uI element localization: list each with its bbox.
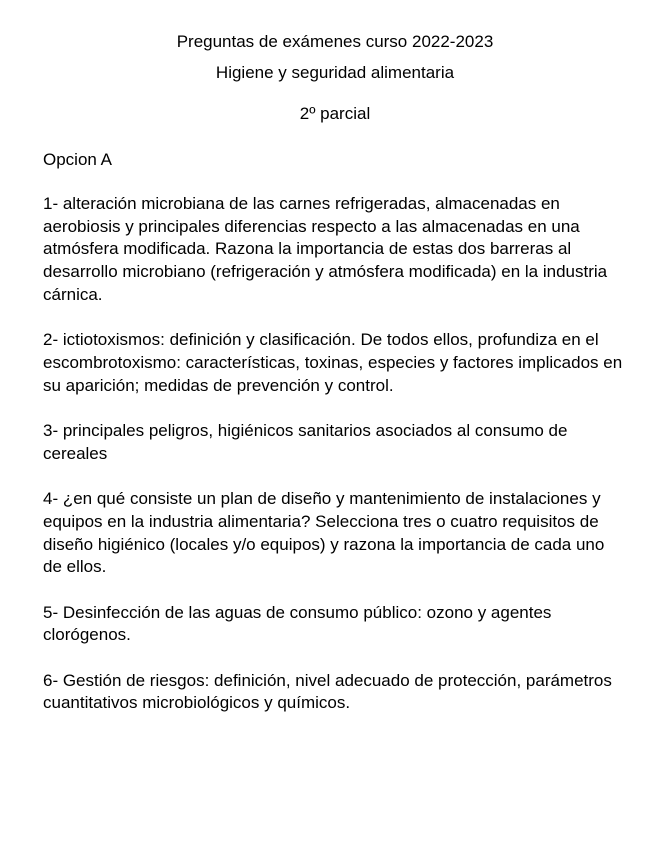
question-item-1: 1- alteración microbiana de las carnes refrigeradas, almacenadas en aerobiosis y principales diferencias respecto a las almacenadas en una atmósfera modificada. Razona la importancia de estas dos barreras al desarrollo microbiano (refrigeración y atmósfera modificada) en la industria cárnica. — [43, 194, 608, 304]
question-list — [43, 193, 623, 738]
question-item-4: 4- ¿en qué consiste un plan de diseño y mantenimiento de instalaciones y equipos en la industria alimentaria? Selecciona tres o cuatro requisitos de diseño higiénico (locales y/o equipos) y razona la importancia de cada uno de ellos. — [43, 489, 605, 577]
exam-part-label: 2º parcial — [299, 104, 371, 123]
question-item-3: 3- principales peligros, higiénicos sanitarios asociados al consumo de cereales — [43, 421, 568, 463]
question-item-2: 2- ictiotoxismos: definición y clasificación. De todos ellos, profundiza en el escombrotoxismo: características, toxinas, especies y factores implicados en su aparición; medidas de prevención y control. — [43, 330, 623, 395]
question-item-6: 6- Gestión de riesgos: definición, nivel adecuado de protección, parámetros cuantitativos microbiológicos y químicos. — [43, 670, 612, 713]
document-title: Preguntas de exámenes curso 2022-2023 — [176, 32, 494, 51]
option-label: Opcion A — [43, 150, 112, 169]
document-subtitle: Higiene y seguridad alimentaria — [215, 63, 455, 82]
question-item-5: 5- Desinfección de las aguas de consumo público: ozono y agentes clorógenos. — [43, 602, 552, 645]
